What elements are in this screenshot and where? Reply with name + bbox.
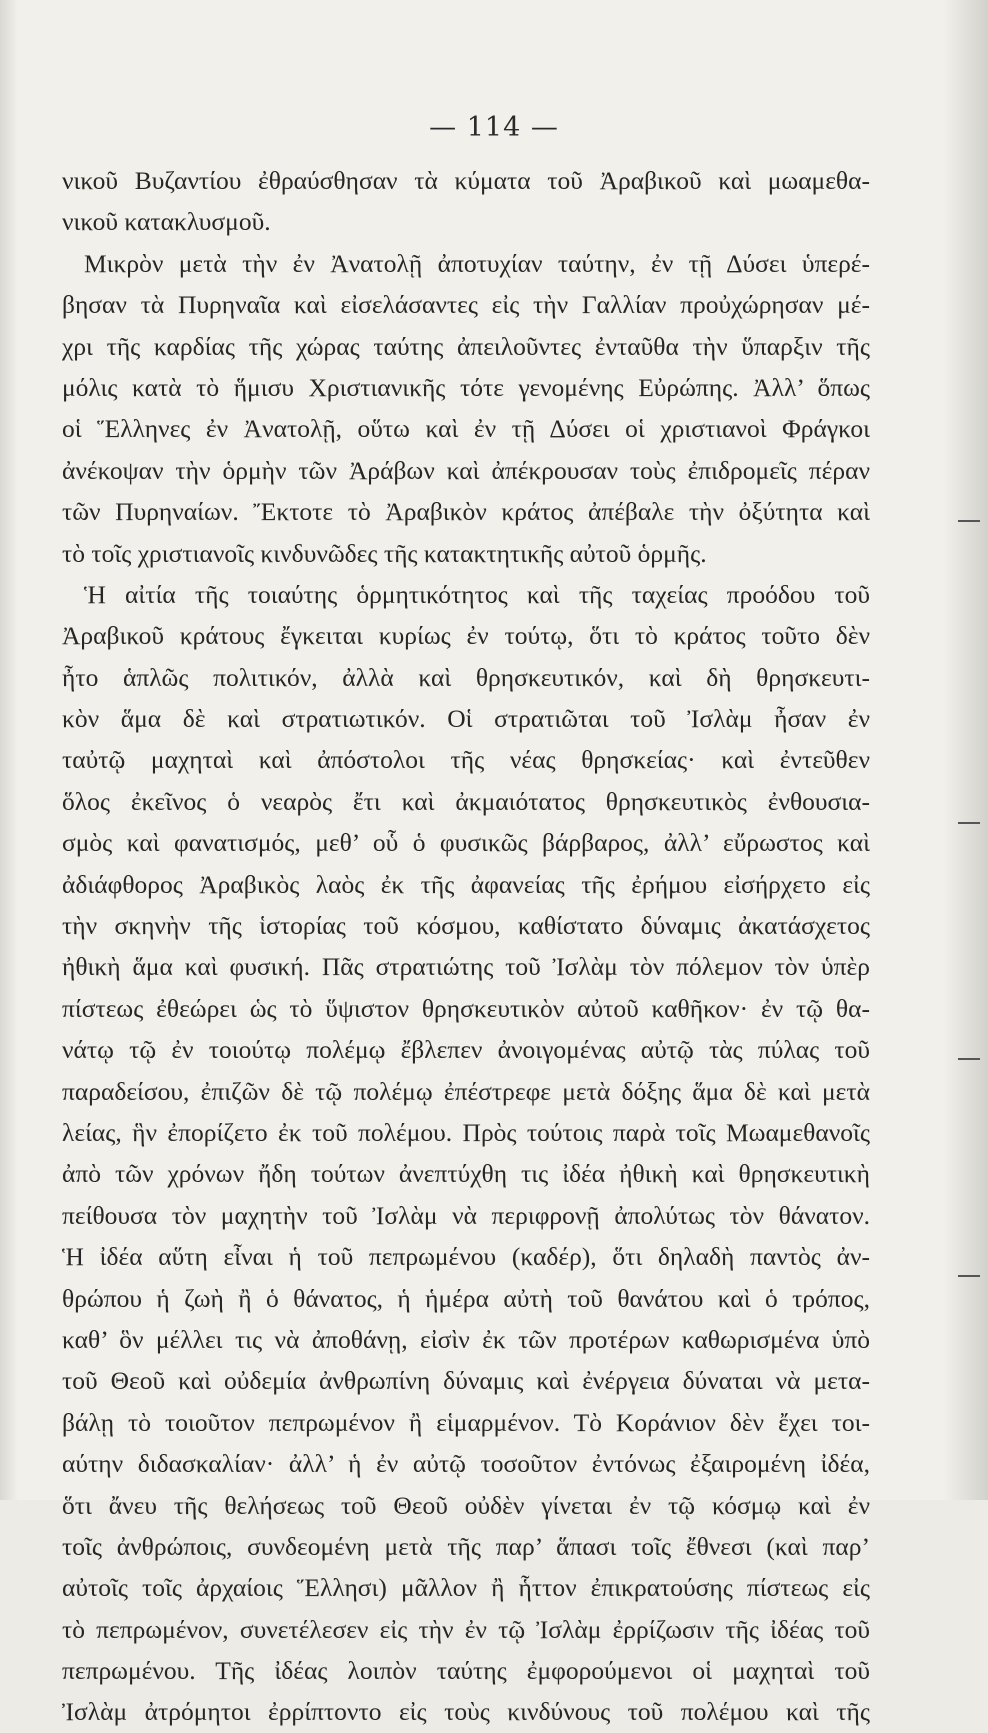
text-line: χρι τῆς καρδίας τῆς χώρας ταύτης ἀπειλοῦντες ἐνταῦθα τὴν ὕπαρξιν τῆς xyxy=(62,331,870,361)
text-line: καθ’ ὃν μέλλει τις νὰ ἀποθάνῃ, εἰσὶν ἐκ τῶν προτέρων καθωρισμένα ὑπὸ xyxy=(62,1324,870,1354)
text-line: πίστεως ἐθεώρει ὡς τὸ ὕψιστον θρησκευτικὸν αὐτοῦ καθῆκον· ἐν τῷ θα- xyxy=(62,993,870,1023)
text-line: τὸ πεπρωμένον, συνετέλεσεν εἰς τὴν ἐν τῷ Ἰσλὰμ ἐρρίζωσιν τῆς ἰδέας τοῦ xyxy=(62,1614,870,1644)
text-line: αύτην διδασκαλίαν· ἀλλ’ ἡ ἐν αὐτῷ τοσοῦτον ἐντόνως ἐξαιρομένη ἰδέα, xyxy=(62,1449,870,1479)
text-line: βάλῃ τὸ τοιοῦτον πεπρωμένον ἢ εἱμαρμένον. Τὸ Κοράνιον δὲν ἔχει τοι- xyxy=(62,1407,870,1437)
text-line: οἱ Ἕλληνες ἐν Ἀνατολῇ, οὕτω καὶ ἐν τῇ Δύσει οἱ χριστιανοὶ Φράγκοι xyxy=(62,414,870,444)
text-line: ἀπὸ τῶν χρόνων ἤδη τούτων ἀνεπτύχθη τις ἰδέα ἠθικὴ καὶ θρησκευτικὴ xyxy=(62,1159,870,1189)
text-line: Μικρὸν μετὰ τὴν ἐν Ἀνατολῇ ἀποτυχίαν ταύτην, ἐν τῇ Δύσει ὑπερέ- xyxy=(84,248,870,278)
margin-mark xyxy=(958,1058,980,1060)
text-line: τοῦ Θεοῦ καὶ οὐδεμία ἀνθρωπίνη δύναμις καὶ ἐνέργεια δύναται νὰ μετα- xyxy=(62,1366,870,1396)
text-line: αὐτοῖς τοῖς ἀρχαίοις Ἕλλησι) μᾶλλον ἢ ἧττον ἐπικρατούσης πίστεως εἰς xyxy=(62,1573,870,1603)
text-line: ταὐτῷ μαχηταὶ καὶ ἀπόστολοι τῆς νέας θρησκείας· καὶ ἐντεῦθεν xyxy=(62,745,870,775)
text-line: ἀδιάφθορος Ἀραβικὸς λαὸς ἐκ τῆς ἀφανείας τῆς ἐρήμου εἰσήρχετο εἰς xyxy=(62,869,870,899)
text-line: τῶν Πυρηναίων. Ἔκτοτε τὸ Ἀραβικὸν κράτος ἀπέβαλε τὴν ὀξύτητα καὶ xyxy=(62,497,870,527)
text-line: σμὸς καὶ φανατισμός, μεθ’ οὗ ὁ φυσικῶς βάρβαρος, ἀλλ’ εὔρωστος καὶ xyxy=(62,828,870,858)
text-line: ἦτο ἁπλῶς πολιτικόν, ἀλλὰ καὶ θρησκευτικόν, καὶ δὴ θρησκευτι- xyxy=(62,662,870,692)
margin-mark xyxy=(958,822,980,824)
text-line: νικοῦ κατακλυσμοῦ. xyxy=(62,207,271,237)
text-line: τὴν σκηνὴν τῆς ἱστορίας τοῦ κόσμου, καθίστατο δύναμις ἀκατάσχετος xyxy=(62,911,870,941)
text-line: Ἡ αἰτία τῆς τοιαύτης ὁρμητικότητος καὶ τῆς ταχείας προόδου τοῦ xyxy=(84,579,870,609)
text-line: ὅλος ἐκεῖνος ὁ νεαρὸς ἔτι καὶ ἀκμαιότατος θρησκευτικὸς ἐνθουσια- xyxy=(62,786,870,816)
page-edge-shadow-left xyxy=(0,0,18,1500)
margin-marks xyxy=(948,0,988,1500)
margin-mark xyxy=(958,520,980,522)
text-line: πεπρωμένου. Τῆς ἰδέας λοιπὸν ταύτης ἐμφορούμενοι οἱ μαχηταὶ τοῦ xyxy=(62,1656,870,1686)
text-line: τὸ τοῖς χριστιανοῖς κινδυνῶδες τῆς κατακτητικῆς αὐτοῦ ὁρμῆς. xyxy=(62,538,707,568)
text-line: ἀνέκοψαν τὴν ὁρμὴν τῶν Ἀράβων καὶ ἀπέκρουσαν τοὺς ἐπιδρομεῖς πέραν xyxy=(62,455,870,485)
text-line: ἠθικὴ ἅμα καὶ φυσική. Πᾶς στρατιώτης τοῦ Ἰσλὰμ τὸν πόλεμον τὸν ὑπὲρ xyxy=(62,952,870,982)
margin-mark xyxy=(958,1275,980,1277)
text-line: παραδείσου, ἐπιζῶν δὲ τῷ πολέμῳ ἐπέστρεφε μετὰ δόξης ἅμα δὲ καὶ μετὰ xyxy=(62,1076,870,1106)
text-line: λείας, ἣν ἐπορίζετο ἐκ τοῦ πολέμου. Πρὸς τούτοις παρὰ τοῖς Μωαμεθανοῖς xyxy=(62,1117,870,1147)
text-line: τοῖς ἀνθρώποις, συνδεομένη μετὰ τῆς παρ’ ἅπασι τοῖς ἔθνεσι (καὶ παρ’ xyxy=(62,1531,870,1561)
text-line: Ἡ ἰδέα αὕτη εἶναι ἡ τοῦ πεπρωμένου (καδέρ), ὅτι δηλαδὴ παντὸς ἀν- xyxy=(62,1242,870,1272)
text-line: θρώπου ἡ ζωὴ ἢ ὁ θάνατος, ἡ ἡμέρα αὐτὴ τοῦ θανάτου καὶ ὁ τρόπος, xyxy=(62,1283,870,1313)
text-line: πείθουσα τὸν μαχητὴν τοῦ Ἰσλὰμ νὰ περιφρονῇ ἀπολύτως τὸν θάνατον. xyxy=(62,1200,870,1230)
page-number: — 114 — xyxy=(429,112,559,143)
text-line: Ἀραβικοῦ κράτους ἔγκειται κυρίως ἐν τούτῳ, ὅτι τὸ κράτος τοῦτο δὲν xyxy=(62,621,870,651)
text-line: μόλις κατὰ τὸ ἥμισυ Χριστιανικῆς τότε γενομένης Εὐρώπης. Ἀλλ’ ὅπως xyxy=(62,372,870,402)
text-line: βησαν τὰ Πυρηναῖα καὶ εἰσελάσαντες εἰς τὴν Γαλλίαν προὐχώρησαν μέ- xyxy=(62,290,870,320)
text-line: Ἰσλὰμ ἀτρόμητοι ἐρρίπτοντο εἰς τοὺς κινδύνους τοῦ πολέμου καὶ τῆς xyxy=(62,1697,870,1727)
text-line: κὸν ἅμα δὲ καὶ στρατιωτικόν. Οἱ στρατιῶται τοῦ Ἰσλὰμ ἦσαν ἐν xyxy=(62,704,870,734)
text-line: νικοῦ Βυζαντίου ἐθραύσθησαν τὰ κύματα τοῦ Ἀραβικοῦ καὶ μωαμεθα- xyxy=(62,166,870,195)
body-text xyxy=(62,160,870,1733)
text-line: ὅτι ἄνευ τῆς θελήσεως τοῦ Θεοῦ οὐδὲν γίνεται ἐν τῷ κόσμῳ καὶ ἐν xyxy=(62,1490,870,1520)
text-line: νάτῳ τῷ ἐν τοιούτῳ πολέμῳ ἔβλεπεν ἀνοιγομένας αὐτῷ τὰς πύλας τοῦ xyxy=(62,1035,870,1065)
